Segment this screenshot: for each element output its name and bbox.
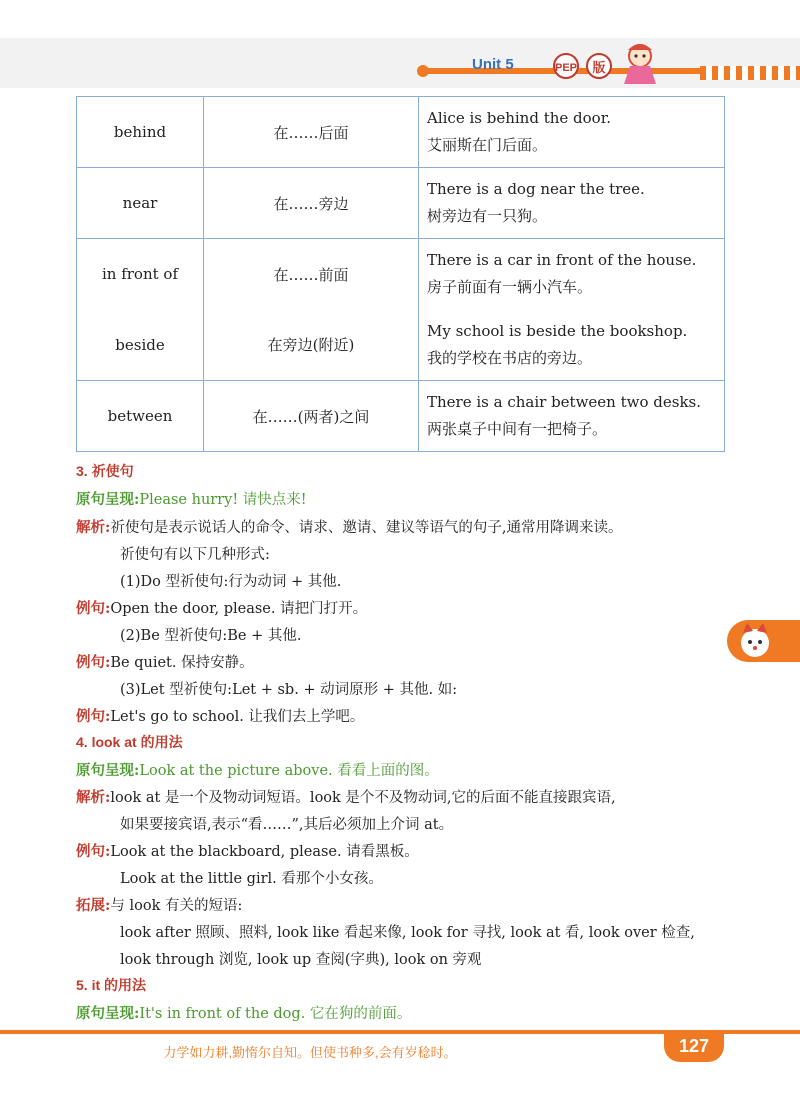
table-row (77, 239, 725, 310)
s4-original-sentence (76, 759, 439, 780)
table-row (77, 310, 725, 381)
orig-text: Look at the picture above. 看看上面的图。 (139, 763, 439, 779)
example-cn: 两张桌子中间有一把椅子。 (427, 420, 608, 438)
example-cn: 树旁边有一只狗。 (427, 207, 548, 225)
girl-mascot-icon (612, 38, 672, 88)
s3-type-2: (2)Be 型祈使句:Be + 其他. (120, 628, 302, 644)
s4-extension-2: look through 浏览, look up 查阅(字典), look on 旁观 (120, 952, 482, 968)
s4-analysis (76, 786, 616, 807)
example-en: There is a car in front of the house. (427, 251, 697, 270)
orig-text: Please hurry! 请快点来! (139, 492, 307, 508)
extension-label: 拓展: (76, 897, 111, 914)
example-cn: 我的学校在书店的旁边。 (427, 348, 593, 367)
s3-example-2 (76, 651, 254, 672)
s3-example-1 (76, 597, 367, 618)
meaning-cell: 在……旁边 (204, 168, 419, 239)
example-label: 例句: (76, 708, 111, 725)
orig-label: 原句呈现: (76, 762, 140, 779)
meaning-cell: 在……(两者)之间 (204, 381, 419, 452)
meaning-cell: 在……后面 (204, 97, 419, 168)
example-label: 例句: (76, 843, 111, 860)
example-text: Let's go to school. 让我们去上学吧。 (110, 709, 365, 725)
unit-title: Unit 5 (472, 56, 514, 73)
analysis-label: 解析: (76, 519, 111, 536)
word-cell: between (77, 381, 204, 452)
example-cell (419, 310, 725, 381)
orig-label: 原句呈现: (76, 1005, 140, 1022)
example-label: 例句: (76, 600, 111, 617)
s4-example-1 (76, 840, 419, 861)
analysis-label: 解析: (76, 789, 111, 806)
example-cn: 房子前面有一辆小汽车。 (427, 278, 593, 297)
word-cell: near (77, 168, 204, 239)
s3-original-sentence (76, 488, 307, 509)
s4-extension (76, 894, 242, 915)
example-cell (419, 168, 725, 239)
s4-example-2: Look at the little girl. 看那个小女孩。 (120, 871, 383, 887)
word-cell: beside (77, 310, 204, 381)
s4-extension-1: look after 照顾、照料, look like 看起来像, look for 寻找, look at 看, look over 检查, (120, 925, 695, 941)
example-cell (419, 239, 725, 310)
s4-analysis-2: 如果要接宾语,表示“看……”,其后必须加上介词 at。 (120, 817, 454, 833)
example-cell (419, 381, 725, 452)
example-text: Open the door, please. 请把门打开。 (110, 601, 368, 617)
example-text: Look at the blackboard, please. 请看黑板。 (110, 844, 419, 860)
example-en: My school is beside the bookshop. (427, 321, 688, 340)
meaning-cell: 在……前面 (204, 239, 419, 310)
section-3-title: 3. 祈使句 (76, 463, 134, 479)
word-cell: in front of (77, 239, 204, 310)
example-cn: 艾丽斯在门后面。 (427, 136, 548, 154)
orig-label: 原句呈现: (76, 491, 140, 508)
pep-badge: PEP (553, 53, 579, 79)
header-band (0, 38, 800, 88)
example-label: 例句: (76, 654, 111, 671)
footer-motto: 力学如力耕,勤惰尔自知。但使书种多,会有岁稔时。 (163, 1045, 457, 1060)
orig-text: It's in front of the dog. 它在狗的前面。 (139, 1006, 412, 1022)
table-row (77, 168, 725, 239)
word-cell: behind (77, 97, 204, 168)
s3-analysis (76, 516, 622, 537)
s5-original-sentence (76, 1002, 411, 1023)
example-en: Alice is behind the door. (427, 109, 611, 127)
table-row (77, 381, 725, 452)
table-row (77, 97, 725, 168)
analysis-text: 祈使句是表示说话人的命令、请求、邀请、建议等语气的句子,通常用降调来读。 (110, 520, 623, 536)
example-en: There is a dog near the tree. (427, 180, 645, 198)
s3-type-3: (3)Let 型祈使句:Let + sb. + 动词原形 + 其他. 如: (120, 682, 458, 698)
extension-text: 与 look 有关的短语: (110, 898, 243, 914)
edition-badge: 版 (586, 53, 612, 79)
fox-mascot-icon (735, 621, 775, 661)
header-checker-pattern (700, 66, 800, 80)
s3-analysis-2: 祈使句有以下几种形式: (120, 547, 270, 563)
section-5-title: 5. it 的用法 (76, 977, 147, 993)
example-cell (419, 97, 725, 168)
s3-example-3 (76, 705, 364, 726)
s3-type-1: (1)Do 型祈使句:行为动词 + 其他. (120, 574, 342, 590)
example-text: Be quiet. 保持安静。 (110, 655, 254, 671)
section-4-title: 4. look at 的用法 (76, 734, 183, 750)
preposition-table (76, 96, 725, 452)
meaning-cell: 在旁边(附近) (204, 310, 419, 381)
example-en: There is a chair between two desks. (427, 393, 701, 411)
page-number: 127 (664, 1030, 724, 1062)
analysis-text: look at 是一个及物动词短语。look 是个不及物动词,它的后面不能直接跟宾语, (110, 790, 616, 806)
side-tab (727, 620, 800, 662)
